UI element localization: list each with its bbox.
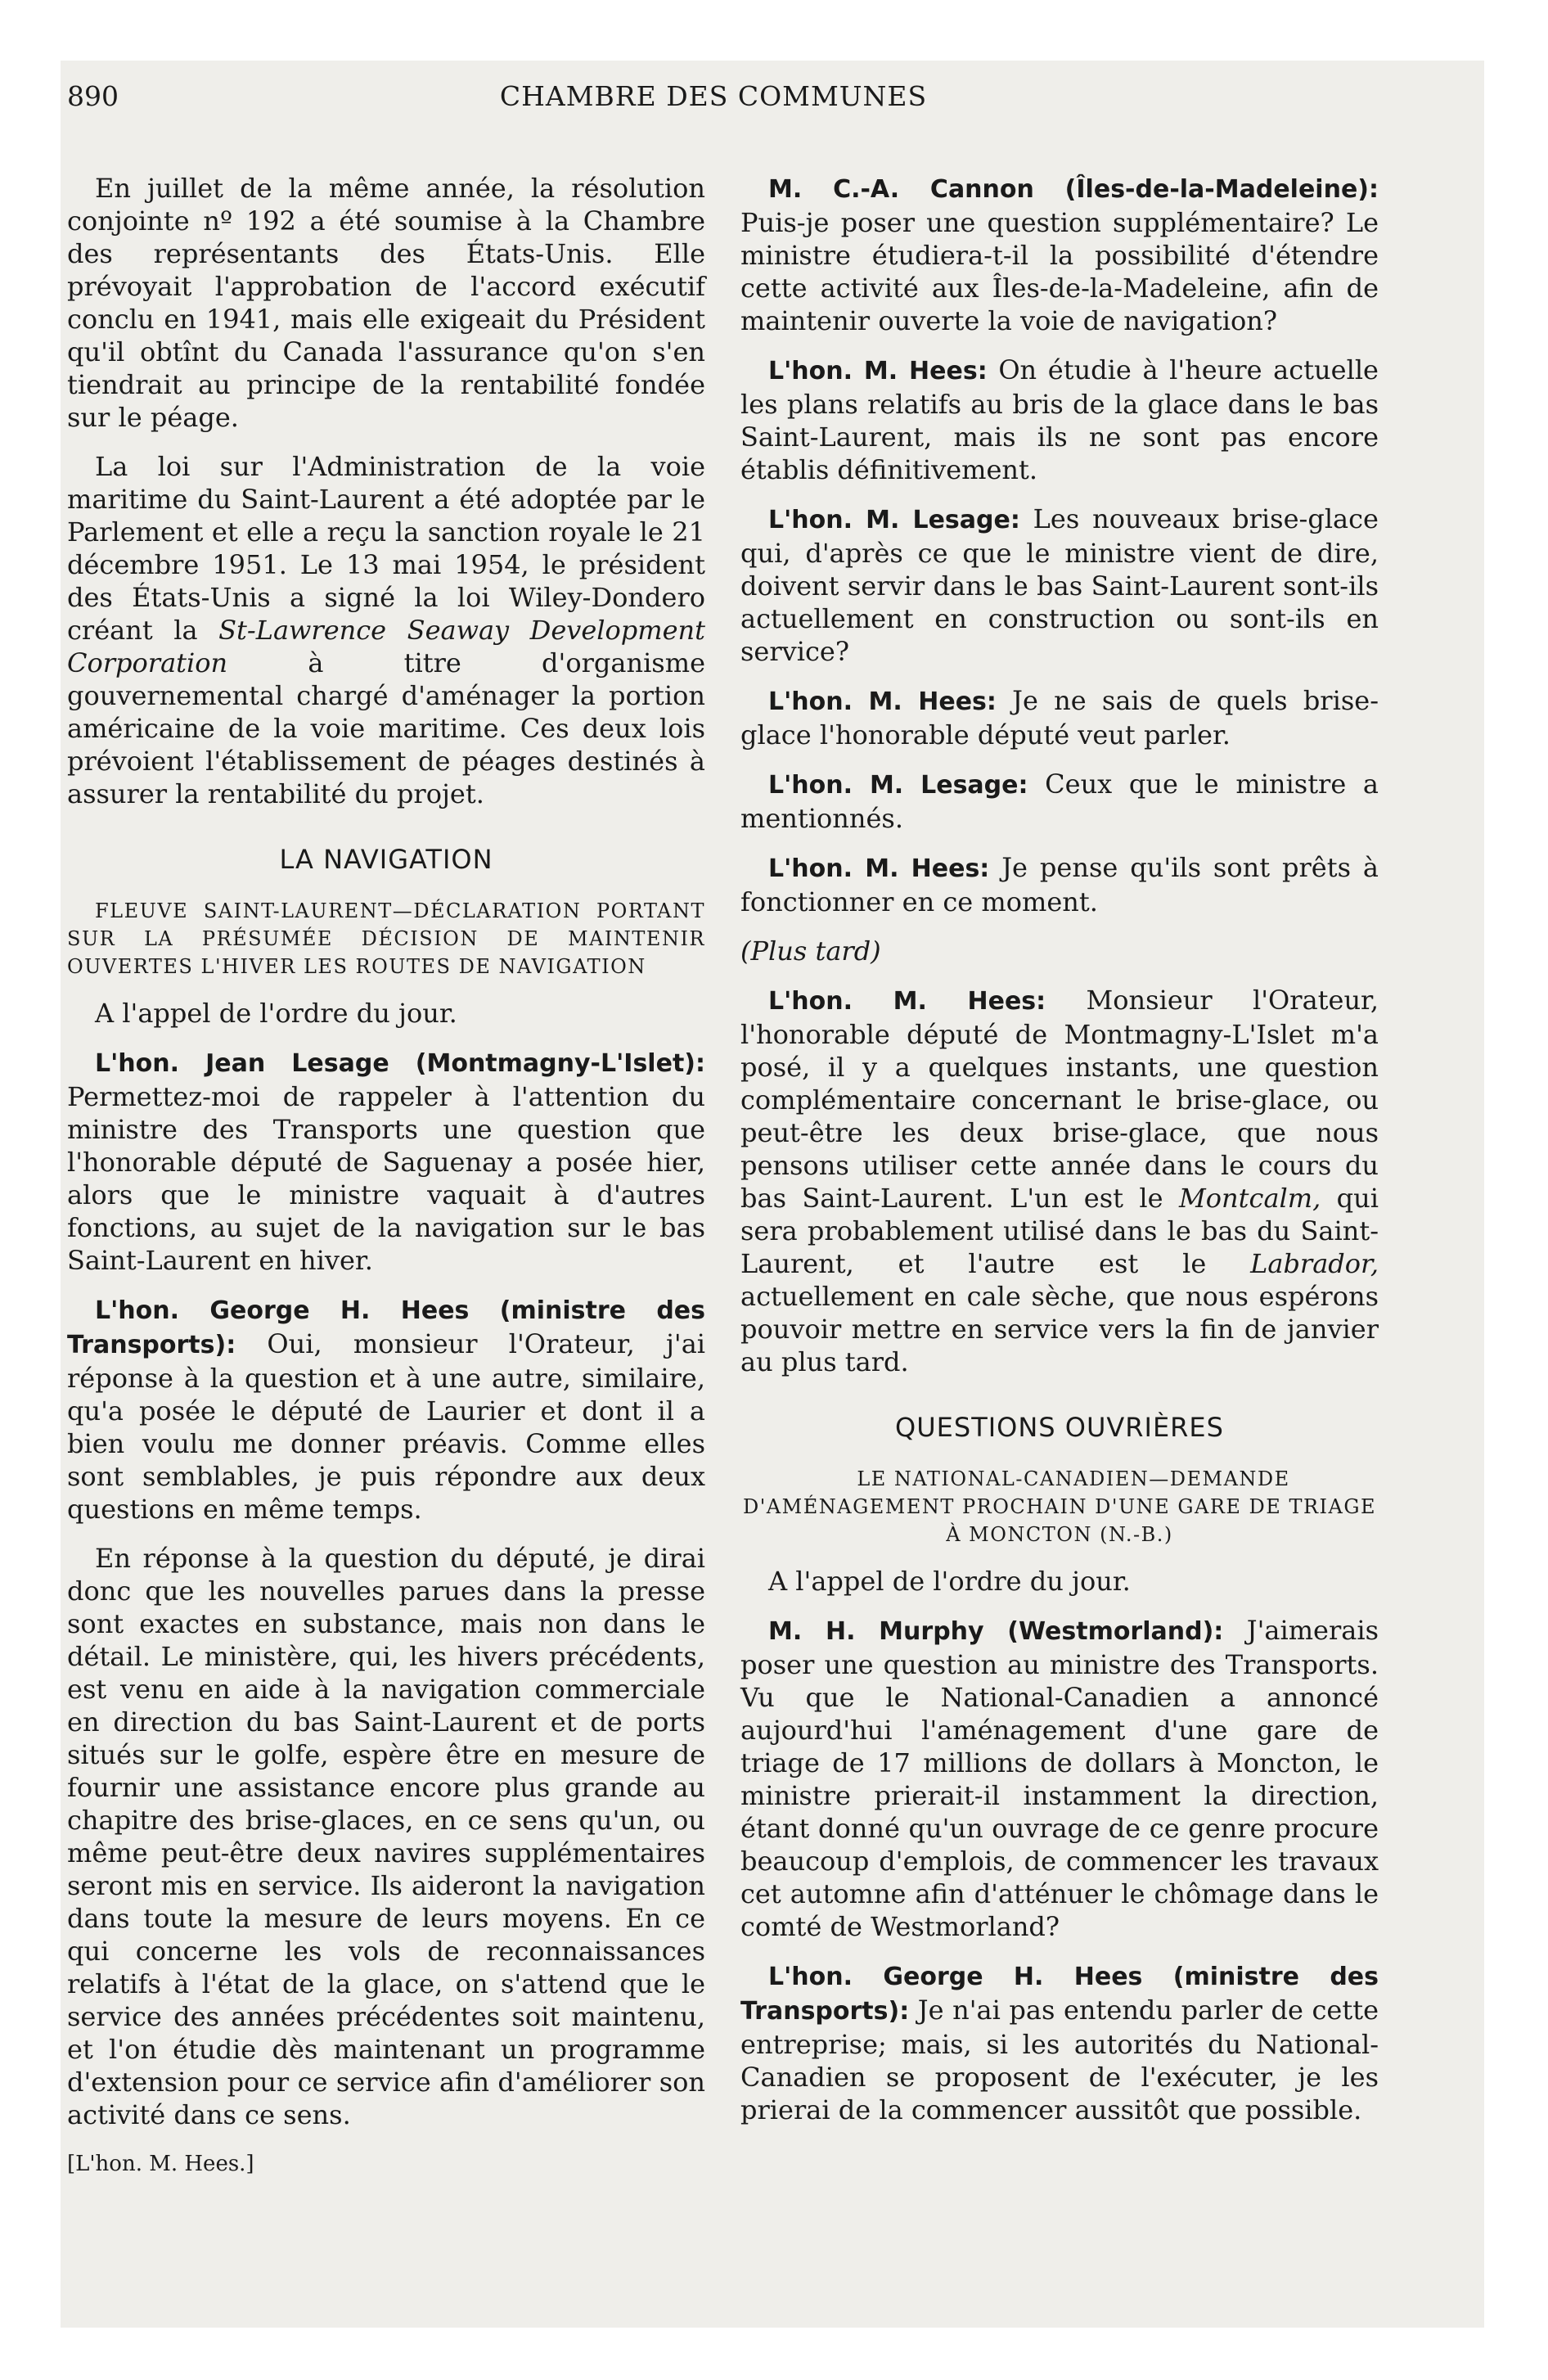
- speaker-name: L'hon. Jean Lesage (Montmagny-L'Islet):: [95, 1049, 705, 1078]
- speech: M. H. Murphy (Westmorland): J'aimerais poser une question au ministre des Transports. Vu que le National-Canadien a annoncé aujourd'hui l'aménagement d'une gare de triage de 17 millions de dollars à Moncton, le ministre prierait-il instamment la direction, étant donné qu'un ouvrage de ce genre procure beaucoup d'emplois, de commencer les travaux cet automne afin d'atténuer le chômage dans le comté de Westmorland?: [740, 1615, 1379, 1942]
- speaker-name: L'hon. M. Hees:: [768, 854, 990, 883]
- speech: L'hon. M. Hees: Monsieur l'Orateur, l'honorable député de Montmagny-L'Islet m'a posé, il y a quelques instants, une question complémentaire concernant le brise-glace, ou peut-être les deux brise-glace, que nous pensons utiliser cette année dans le cours du bas Saint-Laurent. L'un est le Montcalm, qui sera probablement utilisé dans le bas du Saint-Laurent, et l'autre est le Labrador, actuellement en cale sèche, que nous espérons pouvoir mettre en service vers la fin de janvier au plus tard.: [740, 985, 1379, 1377]
- order-of-day: A l'appel de l'ordre du jour.: [768, 1566, 1131, 1597]
- speech: L'hon. M. Lesage: Les nouveaux brise-glace qui, d'après ce que le ministre vient de dire, doivent servir dans le bas Saint-Laurent sont-ils actuellement en construction ou sont-ils en service?: [740, 503, 1379, 667]
- paragraph: En juillet de la même année, la résolution conjointe nº 192 a été soumise à la Chambre des représentants des États-Unis. Elle prévoyait l'approbation de l'accord exécutif conclu en 1941, mais elle exigeait du Président qu'il obtînt du Canada l'assurance qu'on s'en tiendrait au principe de la rentabilité fondée sur le péage.: [67, 173, 705, 433]
- stage-note: (Plus tard): [740, 935, 881, 967]
- speaker-name: L'hon. M. Hees:: [768, 987, 1046, 1016]
- speech: L'hon. Jean Lesage (Montmagny-L'Islet): Permettez-moi de rappeler à l'attention du ministre des Transports une question que l'honorable député de Saguenay a posée hier, alors que le ministre vaquait à d'autres fonctions, au sujet de la navigation sur le bas Saint-Laurent en hiver.: [67, 1049, 705, 1276]
- paragraph: La loi sur l'Administration de la voie maritime du Saint-Laurent a été adoptée par le Parlement et elle a reçu la sanction royale le 21 décembre 1951. Le 13 mai 1954, le président des États-Unis a signé la loi Wiley-Dondero créant la St-Lawrence Seaway Development Corporation à titre d'organisme gouvernemental chargé d'aménager la portion américaine de la voie maritime. Ces deux lois prévoient l'établissement de péages destinés à assurer la rentabilité du projet.: [67, 451, 706, 809]
- speech: M. C.-A. Cannon (Îles-de-la-Madeleine): Puis-je poser une question supplémentaire? Le ministre étudiera-t-il la possibilité d'étendre cette activité aux Îles-de-la-Madeleine, afin de maintenir ouverte la voie de navigation?: [740, 175, 1379, 336]
- speech: L'hon. M. Hees: Je ne sais de quels brise-glace l'honorable député veut parler.: [740, 685, 1379, 751]
- speaker-name: L'hon. M. Hees:: [768, 687, 997, 716]
- speaker-name: L'hon. M. Hees:: [768, 357, 988, 385]
- right-column: [740, 172, 1379, 2143]
- speech: L'hon. M. Lesage: Ceux que le ministre a mentionnés.: [740, 769, 1379, 834]
- page-number: 890: [67, 80, 119, 112]
- speech: L'hon. George H. Hees (ministre des Transports): Je n'ai pas entendu parler de cette entreprise; mais, si les autorités du National-Canadien se proposent de l'exécuter, je les prierai de la commencer aussitôt que possible.: [740, 1963, 1379, 2125]
- speaker-name: M. H. Murphy (Westmorland):: [768, 1617, 1224, 1646]
- ship-name: Montcalm,: [1179, 1183, 1321, 1214]
- subheading: FLEUVE SAINT-LAURENT—DÉCLARATION PORTANT SUR LA PRÉSUMÉE DÉCISION DE MAINTENIR OUVERTES L'HIVER LES ROUTES DE NAVIGATION: [67, 899, 705, 978]
- footer-speaker-note: [L'hon. M. Hees.]: [67, 2152, 254, 2176]
- speaker-name: L'hon. George H. Hees (ministre des Transports):: [67, 1296, 705, 1359]
- section-title: LA NAVIGATION: [279, 844, 493, 875]
- italic-title: St-Lawrence Seaway Development Corporation: [67, 615, 706, 678]
- order-of-day: A l'appel de l'ordre du jour.: [95, 998, 457, 1029]
- page-header: [67, 80, 1360, 137]
- speech: L'hon. George H. Hees (ministre des Transports): Oui, monsieur l'Orateur, j'ai réponse à la question et à une autre, similaire, qu'a posée le député de Laurier et dont il a bien voulu me donner préavis. Comme elles sont semblables, je puis répondre aux deux questions en même temps.: [67, 1296, 705, 1525]
- section-title: QUESTIONS OUVRIÈRES: [895, 1412, 1224, 1443]
- speaker-name: L'hon. George H. Hees (ministre des Transports):: [740, 1963, 1379, 2026]
- ship-name: Labrador,: [1250, 1248, 1379, 1279]
- speaker-name: M. C.-A. Cannon (Îles-de-la-Madeleine):: [768, 175, 1379, 204]
- speaker-name: L'hon. M. Lesage:: [768, 771, 1028, 800]
- left-column: [67, 172, 705, 2180]
- speaker-name: L'hon. M. Lesage:: [768, 506, 1020, 534]
- speech: L'hon. M. Hees: Je pense qu'ils sont prêts à fonctionner en ce moment.: [740, 852, 1379, 917]
- running-title: CHAMBRE DES COMMUNES: [499, 80, 928, 112]
- paragraph: En réponse à la question du député, je dirai donc que les nouvelles parues dans la presse sont exactes en substance, mais non dans le détail. Le ministère, qui, les hivers précédents, est venu en aide à la navigation commerciale en direction du bas Saint-Laurent et de ports situés sur le golfe, espère être en mesure de fournir une assistance encore plus grande au chapitre des brise-glaces, en ce sens qu'un, ou même peut-être deux navires supplémentaires seront mis en service. Ils aideront la navigation dans toute la mesure de leurs moyens. En ce qui concerne les vols de reconnaissances relatifs à l'état de la glace, on s'attend que le service des années précédentes soit maintenu, et l'on étudie dès maintenant un programme d'extension pour ce service afin d'améliorer son activité dans ce sens.: [67, 1543, 705, 2130]
- speech: L'hon. M. Hees: On étudie à l'heure actuelle les plans relatifs au bris de la glace dans le bas Saint-Laurent, mais ils ne sont pas encore établis définitivement.: [740, 354, 1379, 485]
- subheading: LE NATIONAL-CANADIEN—DEMANDE D'AMÉNAGEMENT PROCHAIN D'UNE GARE DE TRIAGE À MONCTON (N.-B.): [742, 1467, 1377, 1546]
